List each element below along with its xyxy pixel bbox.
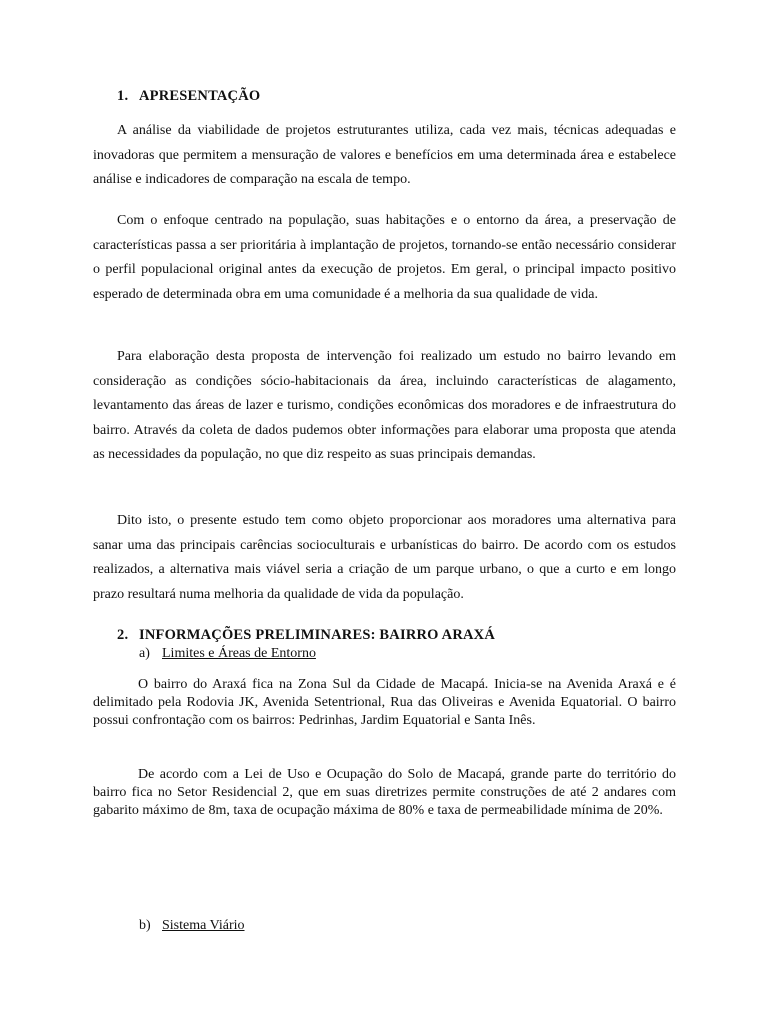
section-2-title: INFORMAÇÕES PRELIMINARES: BAIRRO ARAXÁ bbox=[139, 627, 496, 643]
subsection-b-letter: b) bbox=[139, 918, 151, 933]
subsection-b-heading bbox=[139, 918, 245, 934]
section-1-heading bbox=[117, 88, 260, 105]
section-2-heading bbox=[117, 627, 495, 644]
subsection-a-paragraph-1: O bairro do Araxá fica na Zona Sul da Cidade de Macapá. Inicia-se na Avenida Araxá e é delimitado pela Rodovia JK, Avenida Setentrional, Rua das Oliveiras e Avenida Equatorial. O bairro possui confrontação com os bairros: Pedrinhas, Jardim Equatorial e Santa Inês. bbox=[93, 677, 676, 729]
subsection-b-title: Sistema Viário bbox=[162, 918, 245, 933]
section-1-paragraph-3: Para elaboração desta proposta de intervenção foi realizado um estudo no bairro levando em consideração as condições sócio-habitacionais da área, incluindo características de alagamento, levantamento das áreas de lazer e turismo, condições econômicas dos moradores e de infraestrutura do bairro. Através da coleta de dados pudemos obter informações para elaborar uma proposta que atenda as necessidades da população, no que diz respeito as suas principais demandas. bbox=[93, 349, 676, 462]
subsection-a-heading bbox=[139, 646, 316, 662]
subsection-a-paragraph-2: De acordo com a Lei de Uso e Ocupação do Solo de Macapá, grande parte do território do bairro fica no Setor Residencial 2, que em suas diretrizes permite construções de até 2 andares com gabarito máximo de 8m, taxa de ocupação máxima de 80% e taxa de permeabilidade mínima de 20%. bbox=[93, 767, 676, 819]
subsection-a-letter: a) bbox=[139, 646, 150, 661]
section-1-number: 1. bbox=[117, 88, 129, 104]
subsection-a-title: Limites e Áreas de Entorno bbox=[162, 646, 316, 661]
section-2-number: 2. bbox=[117, 627, 129, 643]
section-1-paragraph-4: Dito isto, o presente estudo tem como objeto proporcionar aos moradores uma alternativa para sanar uma das principais carências socioculturais e urbanísticas do bairro. De acordo com os estudos realizados, a alternativa mais viável seria a criação de um parque urbano, o que a curto e em longo prazo resultará numa melhoria da qualidade de vida da população. bbox=[93, 513, 676, 602]
section-1-paragraph-2: Com o enfoque centrado na população, suas habitações e o entorno da área, a preservação de características passa a ser prioritária à implantação de projetos, tornando-se então necessário considerar o perfil populacional original antes da execução de projetos. Em geral, o principal impacto positivo esperado de determinada obra em uma comunidade é a melhoria da sua qualidade de vida. bbox=[93, 213, 676, 302]
section-1-title: APRESENTAÇÃO bbox=[139, 88, 261, 104]
section-1-paragraph-1: A análise da viabilidade de projetos estruturantes utiliza, cada vez mais, técnicas adequadas e inovadoras que permitem a mensuração de valores e benefícios em uma determinada área e estabelece análise e indicadores de comparação na escala de tempo. bbox=[93, 123, 676, 187]
